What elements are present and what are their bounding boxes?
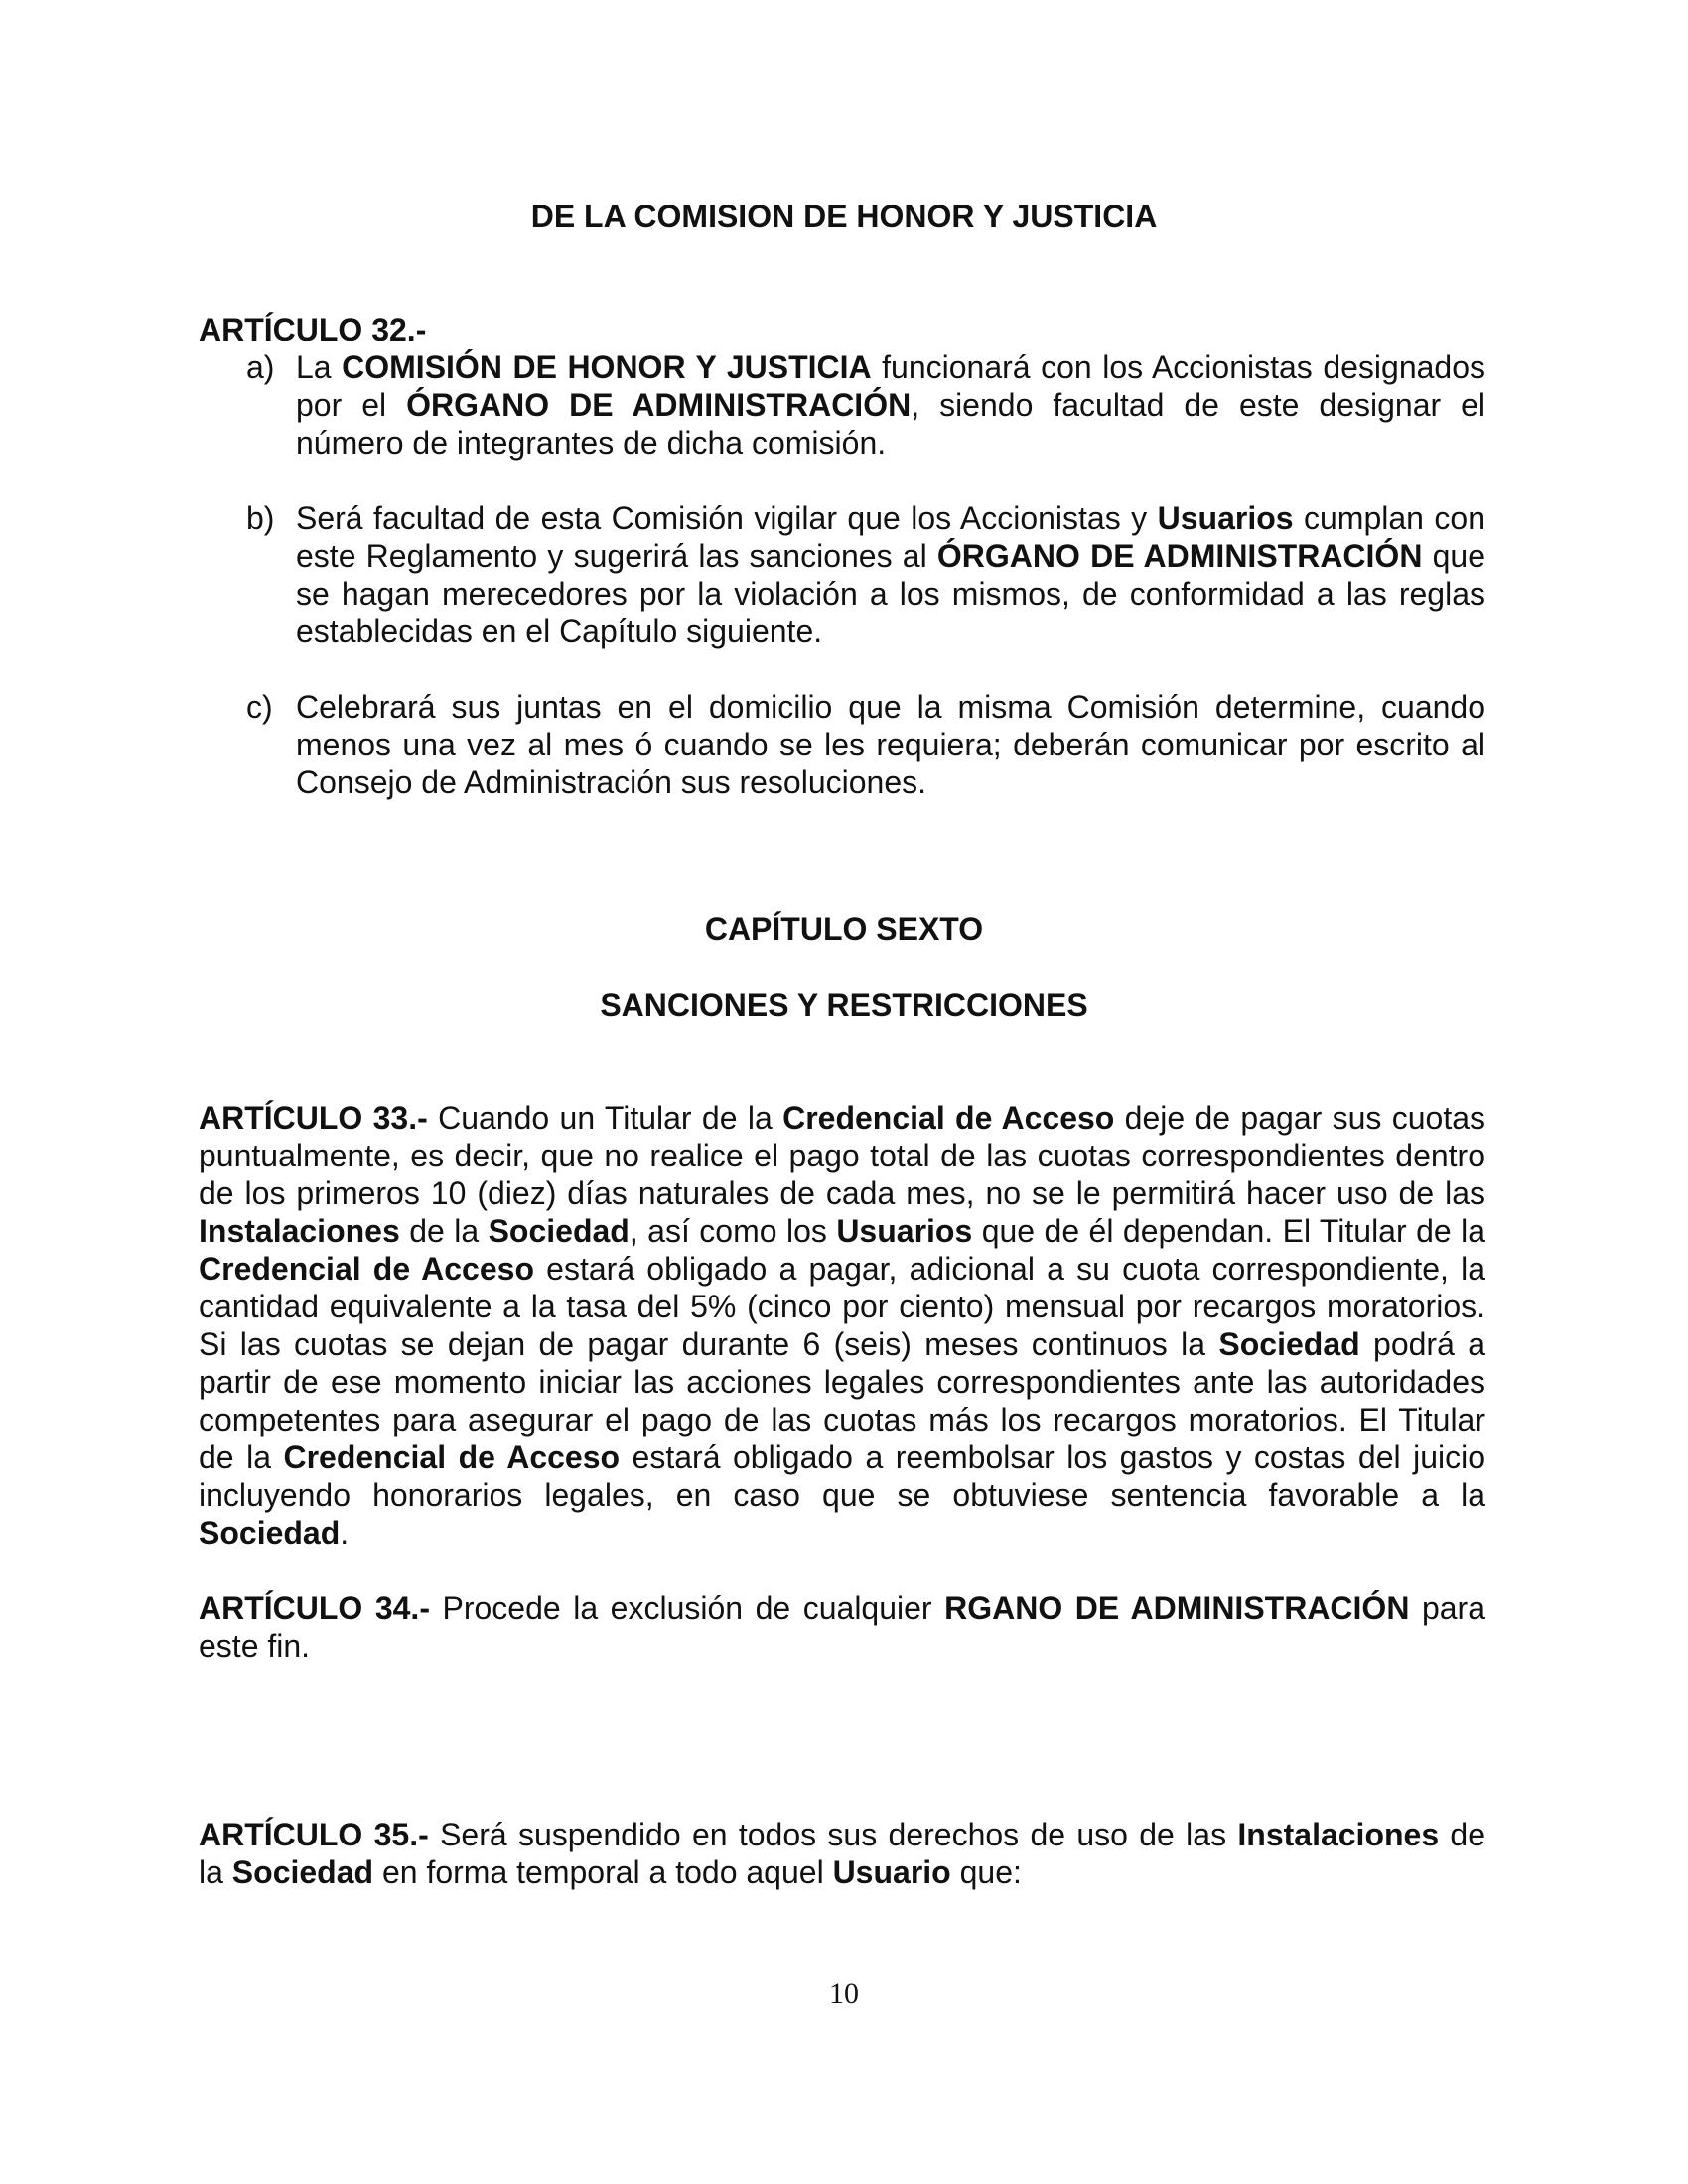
article-33: ARTÍCULO 33.- Cuando un Titular de la Credencial de Acceso deje de pagar sus cuotas puntualmente, es decir, que no realice el pago total de las cuotas correspondientes dentro de los primeros 10 (diez) días naturales de cada mes, no se le permitirá hacer uso de las Instalaciones de la Sociedad, así como los Usuarios que de él dependan. El Titular de la Credencial de Acceso estará obligado a pagar, adicional a su cuota correspondiente, la cantidad equivalente a la tasa del 5% (cinco por ciento) mensual por recargos moratorios. Si las cuotas se dejan de pagar durante 6 (seis) meses continuos la Sociedad podrá a partir de ese momento iniciar las acciones legales correspondientes ante las autoridades competentes para asegurar el pago de las cuotas más los recargos moratorios. El Titular de la Credencial de Acceso estará obligado a reembolsar los gastos y costas del juicio incluyendo honorarios legales, en caso que se obtuviese sentencia favorable a la Sociedad.	[199, 1100, 1486, 1551]
item-text: Celebrará sus juntas en el domicilio que la misma Comisión determine, cuando menos una vez al mes ó cuando se les requiera; deberán comunicar por escrito al Consejo de Administración sus resoluciones.	[296, 689, 1485, 800]
chapter-heading: CAPÍTULO SEXTO	[704, 911, 984, 947]
article-35: ARTÍCULO 35.- Será suspendido en todos sus derechos de uso de las Instalaciones de la Sociedad en forma temporal a todo aquel Usuario que:	[199, 1817, 1486, 1890]
article-32-title	[199, 311, 1485, 348]
page-number: 10	[829, 1978, 859, 2010]
article-title: ARTÍCULO 34.-	[199, 1590, 430, 1626]
article-title: ARTÍCULO 32.-	[199, 312, 427, 347]
article-title: ARTÍCULO 35.-	[199, 1817, 429, 1852]
item-marker: c)	[246, 689, 273, 725]
article-34: ARTÍCULO 34.- Procede la exclusión de cualquier RGANO DE ADMINISTRACIÓN para este fin.	[199, 1590, 1486, 1664]
section-heading: DE LA COMISION DE HONOR Y JUSTICIA	[530, 199, 1158, 234]
item-marker: b)	[246, 500, 275, 536]
article-title: ARTÍCULO 33.-	[199, 1100, 428, 1136]
item-text: Será facultad de esta Comisión vigilar que los Accionistas y Usuarios cumplan con este Reglamento y sugerirá las sanciones al ÓRGANO DE ADMINISTRACIÓN que se hagan merecedores por la violación a los mismos, de conformidad a las reglas establecidas en el Capítulo siguiente.	[296, 500, 1486, 649]
item-marker: a)	[246, 349, 275, 385]
chapter-subheading: SANCIONES Y RESTRICCIONES	[600, 987, 1088, 1023]
item-text: La COMISIÓN DE HONOR Y JUSTICIA funcionará con los Accionistas designados por el ÓRGANO DE ADMINISTRACIÓN, siendo facultad de este designar el número de integrantes de dicha comisión.	[296, 349, 1486, 461]
